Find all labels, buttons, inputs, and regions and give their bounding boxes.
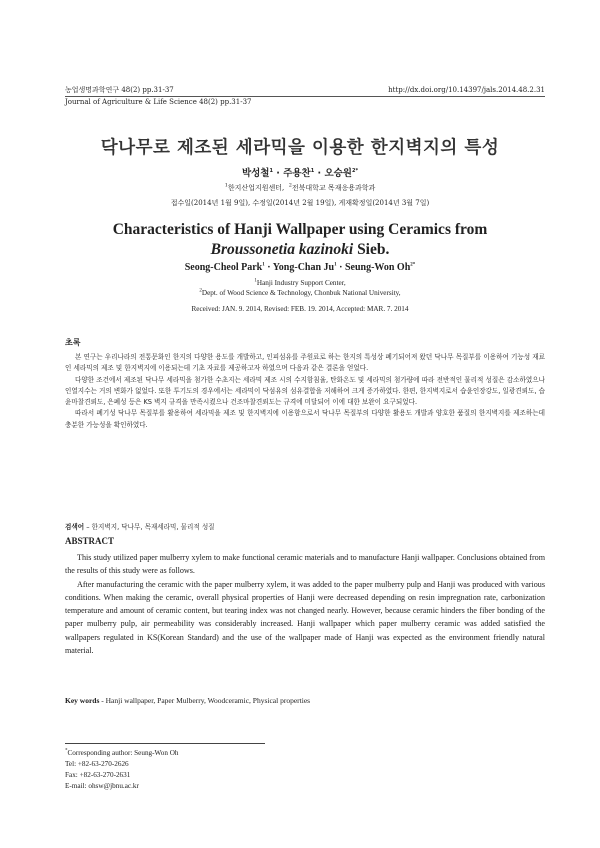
author-name: Yong-Chan Ju (272, 262, 335, 273)
korean-dates: 접수일(2014년 1월 9일), 수정일(2014년 2월 19일), 게재확정일(2014년 3월 7일) (170, 199, 430, 207)
affil-sup: 1 (224, 182, 228, 189)
author-sup: 2* (351, 167, 359, 174)
author-separator: · (272, 168, 284, 179)
korean-abstract (65, 352, 545, 431)
affil-sup: 2 (199, 288, 202, 294)
author-name: Seung-Won Oh (344, 262, 411, 273)
korean-abstract-heading: 초록 (65, 338, 81, 347)
english-authors (0, 262, 600, 273)
author-name: 오승원 (324, 168, 352, 179)
journal-citation-en: Journal of Agriculture & Life Science 48(2) pp.31-37 (65, 98, 252, 106)
header-rule (65, 96, 545, 97)
footnote-rule (65, 743, 265, 744)
english-title (0, 220, 600, 260)
english-dates: Received: JAN. 9. 2014, Revised: FEB. 19. 2014, Accepted: MAR. 7. 2014 (191, 305, 409, 313)
abstract-paragraph: After manufacturing the ceramic with the paper mulberry xylem, it was added to the paper mulberry pulp and Hanji was produced with various conditions. When making the ceramic, overall physical properties of Hanji were decreased depending on resin impregnation rate, carbonization temperature and amount of ceramic content, but tearing index was not changed nearly. However, because ceramic hinders the fiber bonding of the paper mulberry pulp, air permeability was considerably increased. Hanji wallpaper which paper mulberry ceramic was added satisfied the wallpapers regulated in KS(Korean Standard) and the use of the wallpaper made of Hanji was expected as the environment friendly natural material. (65, 579, 545, 656)
author-sup: 1 (310, 167, 315, 174)
corresponding-author (65, 748, 179, 759)
english-affiliations (0, 278, 600, 298)
keywords-label: Key words (65, 696, 100, 705)
author-separator: · (336, 262, 345, 273)
affil-sup: 2 (288, 182, 292, 189)
doi-link[interactable]: http://dx.doi.org/10.14397/jals.2014.48.2.31 (388, 86, 545, 94)
affil-sup: 1 (254, 278, 257, 284)
english-title-line1: Characteristics of Hanji Wallpaper using Ceramics from (112, 221, 488, 238)
keywords-list: - Hanji wallpaper, Paper Mulberry, Woodceramic, Physical properties (99, 696, 311, 705)
korean-title: 닥나무로 제조된 세라믹을 이용한 한지벽지의 특성 (100, 138, 500, 158)
author-sup: 1 (334, 262, 337, 268)
author-sup: 1 (262, 262, 265, 268)
affiliation-line (0, 278, 600, 288)
author-name: Seong-Cheol Park (184, 262, 263, 273)
affiliation: Hanji Industry Support Center, (256, 279, 346, 287)
species-name: Broussonetia kazinoki (210, 241, 354, 258)
phone: Tel: +82-63-270-2626 (65, 760, 129, 768)
keywords-label: 검색어 (65, 523, 85, 531)
author-separator: · (264, 262, 273, 273)
author-sup: 1 (269, 167, 273, 174)
footnote (65, 748, 179, 792)
english-title-line2 (0, 240, 600, 260)
korean-authors (0, 165, 600, 179)
corresponding-author-text: Corresponding author: Seung-Won Oh (67, 749, 179, 757)
keywords-list: – 한지벽지, 닥나무, 목재세라믹, 물리적 성질 (84, 523, 215, 531)
abstract-paragraph: 본 연구는 우리나라의 전통문화인 한지의 다양한 용도를 개발하고, 인피섬유를 주원료로 하는 한지의 특성상 폐기되어져 왔던 닥나무 목질부를 이용하여 기능성 재료인 세라믹의 제조 및 한지벽지에 이용되는데 기초 자료를 제공하고자 하였으며 다음과 같은 결론을 얻었다. (65, 353, 545, 373)
abstract-paragraph: This study utilized paper mulberry xylem to make functional ceramic materials and to manufacture Hanji wallpaper. Conclusions obtained from the results of this study were as follows. (65, 553, 545, 576)
affiliation: 전북대학교 목재응용과학과 (291, 184, 376, 192)
affiliation-line (0, 288, 600, 298)
author-name: 박성철 (241, 168, 270, 179)
running-header (65, 86, 545, 95)
english-abstract (65, 551, 545, 657)
footnote-sup: * (65, 748, 68, 754)
korean-keywords (65, 521, 545, 531)
abstract-paragraph: 따라서 폐기성 닥나무 목질부를 활용하여 세라믹을 제조 및 한지벽지에 이용함으로서 닥나무 목질부의 다양한 활용도 개발과 양호한 품질의 한지벽지를 제조하는데 충분한 가능성을 확인하였다. (65, 409, 545, 429)
english-keywords (65, 696, 545, 705)
english-abstract-heading: ABSTRACT (65, 536, 115, 546)
email[interactable]: E-mail: ohsw@jbnu.ac.kr (65, 782, 139, 790)
affiliation: Dept. of Wood Science & Technology, Chonbuk National University, (201, 289, 401, 297)
species-author: Sieb. (353, 241, 390, 258)
affiliation: 한지산업지원센터, (227, 184, 285, 192)
korean-affiliations (0, 183, 600, 193)
author-sup: 2* (410, 262, 416, 268)
author-name: 주용찬 (283, 168, 311, 179)
author-separator: · (314, 168, 325, 179)
journal-citation-ko: 농업생명과학연구 48(2) pp.31-37 (65, 86, 174, 94)
abstract-paragraph: 다양한 조건에서 제조된 닥나무 세라믹을 첨가한 수초지는 세라믹 제조 시의 수지함침율, 탄화온도 및 세라믹의 첨가량에 따라 전반적인 물리적 성질은 감소하였으나 인열지수는 거의 변화가 없었다. 또한 투기도의 경우에서는 세라믹이 닥섬유의 섬유결합을 저해하여 크게 증가하였다. 한편, 한지벽지로서 습윤인장강도, 일광견뢰도, 습윤마찰견뢰도, 은폐성 등은 KS 벽지 규격을 만족시켰으나 건조마찰견뢰도는 규격에 미달되어 이에 대한 보완이 요구되었다. (65, 375, 545, 407)
fax: Fax: +82-63-270-2631 (65, 771, 131, 779)
